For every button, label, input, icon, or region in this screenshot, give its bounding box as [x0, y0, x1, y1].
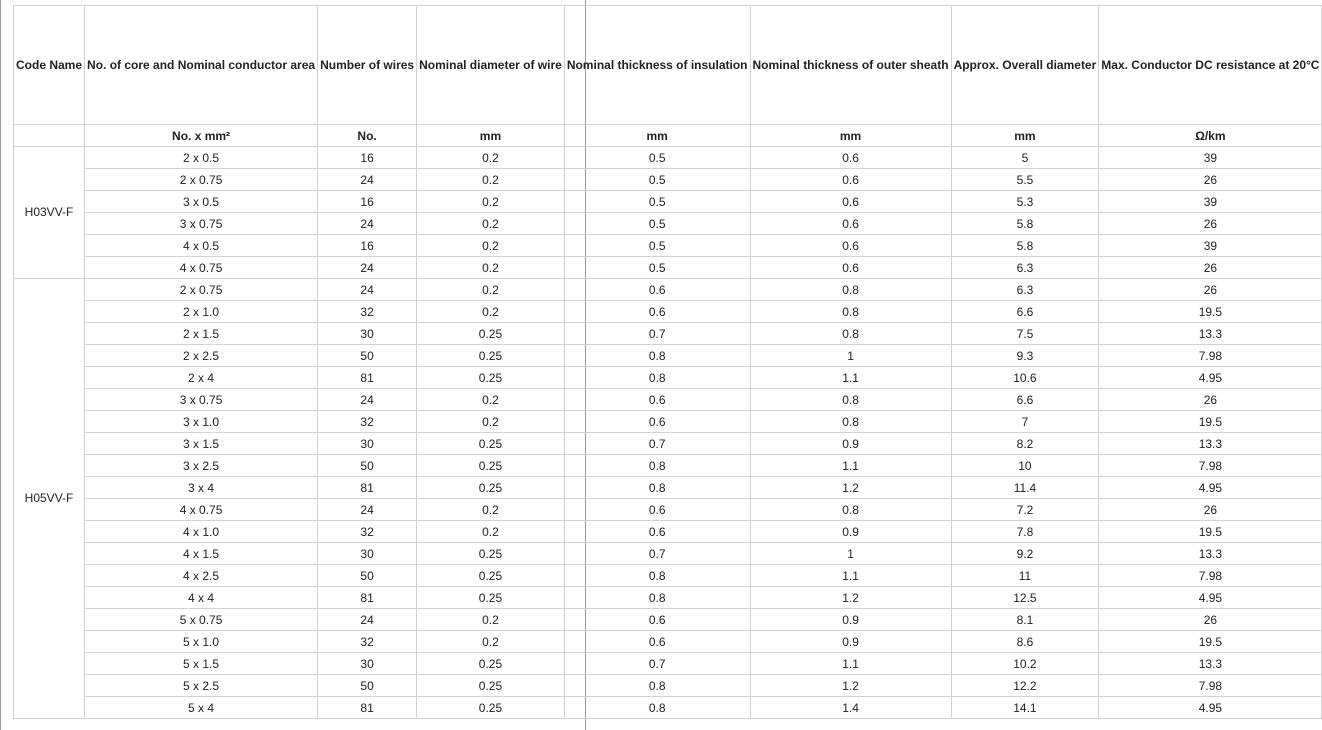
table-cell: 19.5	[1099, 631, 1322, 653]
table-row	[14, 587, 1322, 609]
code-name-cell: H03VV-F	[14, 147, 85, 279]
table-cell: 4 x 1.5	[85, 543, 318, 565]
table-cell: 0.5	[564, 191, 750, 213]
table-cell: 5.8	[951, 213, 1099, 235]
table-cell: 26	[1099, 257, 1322, 279]
table-cell: 4 x 4	[85, 587, 318, 609]
table-cell: 0.8	[564, 565, 750, 587]
table-row	[14, 455, 1322, 477]
table-cell: 0.8	[750, 389, 951, 411]
table-row	[14, 521, 1322, 543]
table-cell: 4 x 1.0	[85, 521, 318, 543]
table-cell: 4 x 0.75	[85, 499, 318, 521]
units-row	[14, 125, 1322, 147]
table-cell: 0.25	[417, 653, 565, 675]
table-cell: 7.8	[951, 521, 1099, 543]
table-cell: 5.8	[951, 235, 1099, 257]
table-cell: 0.2	[417, 169, 565, 191]
table-cell: 0.8	[750, 279, 951, 301]
table-cell: 0.2	[417, 631, 565, 653]
table-cell: 4 x 2.5	[85, 565, 318, 587]
table-cell: 0.25	[417, 323, 565, 345]
table-cell: 1.1	[750, 367, 951, 389]
table-cell: 0.8	[564, 367, 750, 389]
unit-cell: mm	[564, 125, 750, 147]
table-cell: 11.4	[951, 477, 1099, 499]
table-cell: 0.25	[417, 697, 565, 719]
table-row	[14, 147, 1322, 169]
unit-cell: No. x mm²	[85, 125, 318, 147]
header-row	[14, 6, 1322, 125]
table-cell: 0.9	[750, 521, 951, 543]
table-body	[14, 147, 1322, 719]
unit-cell: mm	[951, 125, 1099, 147]
table-row	[14, 367, 1322, 389]
unit-cell	[14, 125, 85, 147]
table-cell: 5 x 2.5	[85, 675, 318, 697]
table-cell: 4.95	[1099, 587, 1322, 609]
table-cell: 1.1	[750, 455, 951, 477]
table-cell: 0.2	[417, 213, 565, 235]
table-cell: 0.6	[564, 411, 750, 433]
table-cell: 5 x 0.75	[85, 609, 318, 631]
table-cell: 50	[318, 345, 417, 367]
table-cell: 0.25	[417, 455, 565, 477]
table-cell: 1.2	[750, 675, 951, 697]
table-row	[14, 675, 1322, 697]
table-row	[14, 169, 1322, 191]
table-cell: 0.2	[417, 499, 565, 521]
table-row	[14, 411, 1322, 433]
table-cell: 13.3	[1099, 543, 1322, 565]
table-row	[14, 257, 1322, 279]
table-cell: 0.25	[417, 587, 565, 609]
table-cell: 12.5	[951, 587, 1099, 609]
table-cell: 10	[951, 455, 1099, 477]
table-cell: 0.7	[564, 543, 750, 565]
table-cell: 5 x 1.5	[85, 653, 318, 675]
table-cell: 0.8	[564, 345, 750, 367]
table-cell: 39	[1099, 147, 1322, 169]
table-cell: 4.95	[1099, 367, 1322, 389]
table-cell: 0.7	[564, 653, 750, 675]
table-cell: 81	[318, 587, 417, 609]
table-cell: 1.2	[750, 587, 951, 609]
table-cell: 10.2	[951, 653, 1099, 675]
table-cell: 30	[318, 543, 417, 565]
table-row	[14, 653, 1322, 675]
table-cell: 0.6	[750, 169, 951, 191]
table-cell: 14.1	[951, 697, 1099, 719]
table-cell: 0.6	[750, 257, 951, 279]
table-cell: 9.3	[951, 345, 1099, 367]
table-cell: 19.5	[1099, 521, 1322, 543]
table-cell: 13.3	[1099, 433, 1322, 455]
unit-cell: mm	[417, 125, 565, 147]
table-cell: 5 x 1.0	[85, 631, 318, 653]
table-cell: 5.5	[951, 169, 1099, 191]
table-cell: 0.8	[564, 697, 750, 719]
table-cell: 7.98	[1099, 675, 1322, 697]
unit-cell: No.	[318, 125, 417, 147]
table-cell: 24	[318, 389, 417, 411]
table-cell: 0.5	[564, 257, 750, 279]
table-cell: 3 x 1.0	[85, 411, 318, 433]
table-cell: 8.1	[951, 609, 1099, 631]
table-cell: 26	[1099, 499, 1322, 521]
table-cell: 0.2	[417, 191, 565, 213]
table-row	[14, 697, 1322, 719]
table-cell: 7.98	[1099, 455, 1322, 477]
table-cell: 0.8	[564, 675, 750, 697]
table-cell: 0.2	[417, 279, 565, 301]
table-cell: 24	[318, 279, 417, 301]
table-cell: 0.9	[750, 631, 951, 653]
table-cell: 1.2	[750, 477, 951, 499]
table-cell: 16	[318, 147, 417, 169]
table-cell: 0.7	[564, 433, 750, 455]
table-cell: 1	[750, 543, 951, 565]
table-cell: 12.2	[951, 675, 1099, 697]
table-cell: 26	[1099, 279, 1322, 301]
table-row	[14, 323, 1322, 345]
table-cell: 50	[318, 675, 417, 697]
table-cell: 4 x 0.5	[85, 235, 318, 257]
table-cell: 0.2	[417, 301, 565, 323]
table-row	[14, 345, 1322, 367]
table-cell: 4 x 0.75	[85, 257, 318, 279]
table-row	[14, 433, 1322, 455]
table-row	[14, 389, 1322, 411]
table-cell: 50	[318, 455, 417, 477]
table-cell: 5	[951, 147, 1099, 169]
table-cell: 9.2	[951, 543, 1099, 565]
table-cell: 32	[318, 301, 417, 323]
table-row	[14, 477, 1322, 499]
table-cell: 13.3	[1099, 653, 1322, 675]
header-sheath-thickness: Nominal thickness of outer sheath	[750, 6, 951, 125]
table-header	[14, 6, 1322, 147]
table-cell: 32	[318, 411, 417, 433]
table-cell: 7.2	[951, 499, 1099, 521]
table-cell: 0.8	[750, 499, 951, 521]
header-code-name: Code Name	[14, 6, 85, 125]
table-cell: 6.6	[951, 301, 1099, 323]
table-cell: 5 x 4	[85, 697, 318, 719]
table-cell: 0.2	[417, 521, 565, 543]
table-cell: 0.6	[564, 609, 750, 631]
header-wire-diameter: Nominal diameter of wire	[417, 6, 565, 125]
table-cell: 0.2	[417, 411, 565, 433]
table-cell: 26	[1099, 389, 1322, 411]
table-cell: 3 x 0.75	[85, 389, 318, 411]
table-cell: 6.6	[951, 389, 1099, 411]
table-cell: 81	[318, 697, 417, 719]
table-cell: 7.98	[1099, 565, 1322, 587]
table-cell: 0.25	[417, 565, 565, 587]
table-cell: 10.6	[951, 367, 1099, 389]
table-cell: 8.2	[951, 433, 1099, 455]
table-cell: 30	[318, 433, 417, 455]
cable-spec-table	[13, 5, 1322, 719]
table-cell: 0.8	[564, 587, 750, 609]
table-cell: 0.8	[750, 301, 951, 323]
table-cell: 0.6	[750, 235, 951, 257]
table-cell: 0.25	[417, 345, 565, 367]
table-cell: 0.6	[564, 499, 750, 521]
table-cell: 26	[1099, 213, 1322, 235]
table-cell: 16	[318, 235, 417, 257]
table-cell: 0.6	[750, 213, 951, 235]
table-cell: 2 x 0.75	[85, 169, 318, 191]
table-cell: 32	[318, 631, 417, 653]
code-name-cell: H05VV-F	[14, 279, 85, 719]
table-row	[14, 301, 1322, 323]
table-cell: 11	[951, 565, 1099, 587]
header-overall-diameter: Approx. Overall diameter	[951, 6, 1099, 125]
table-cell: 30	[318, 653, 417, 675]
table-cell: 0.8	[564, 455, 750, 477]
table-cell: 26	[1099, 609, 1322, 631]
unit-cell: Ω/km	[1099, 125, 1322, 147]
table-cell: 7.98	[1099, 345, 1322, 367]
table-cell: 0.5	[564, 147, 750, 169]
table-cell: 0.6	[564, 301, 750, 323]
table-cell: 0.25	[417, 477, 565, 499]
table-row	[14, 235, 1322, 257]
table-cell: 3 x 2.5	[85, 455, 318, 477]
table-cell: 1	[750, 345, 951, 367]
table-cell: 8.6	[951, 631, 1099, 653]
table-cell: 0.2	[417, 147, 565, 169]
table-row	[14, 543, 1322, 565]
table-cell: 19.5	[1099, 301, 1322, 323]
table-cell: 26	[1099, 169, 1322, 191]
table-cell: 0.2	[417, 609, 565, 631]
table-cell: 2 x 1.5	[85, 323, 318, 345]
table-cell: 2 x 4	[85, 367, 318, 389]
table-cell: 0.6	[564, 279, 750, 301]
table-cell: 24	[318, 609, 417, 631]
table-cell: 24	[318, 169, 417, 191]
table-cell: 0.8	[564, 477, 750, 499]
table-cell: 39	[1099, 191, 1322, 213]
table-cell: 4.95	[1099, 697, 1322, 719]
table-cell: 0.6	[564, 631, 750, 653]
table-cell: 6.3	[951, 257, 1099, 279]
table-cell: 50	[318, 565, 417, 587]
table-cell: 1.1	[750, 565, 951, 587]
table-row	[14, 609, 1322, 631]
table-cell: 0.9	[750, 433, 951, 455]
table-cell: 0.2	[417, 389, 565, 411]
table-cell: 0.2	[417, 257, 565, 279]
table-cell: 0.25	[417, 675, 565, 697]
table-cell: 0.25	[417, 433, 565, 455]
table-cell: 24	[318, 257, 417, 279]
table-cell: 3 x 0.5	[85, 191, 318, 213]
header-insulation-thickness: Nominal thickness of insulation	[564, 6, 750, 125]
table-cell: 1.4	[750, 697, 951, 719]
table-cell: 2 x 0.75	[85, 279, 318, 301]
table-cell: 30	[318, 323, 417, 345]
table-cell: 81	[318, 477, 417, 499]
table-cell: 4.95	[1099, 477, 1322, 499]
table-cell: 1.1	[750, 653, 951, 675]
table-cell: 0.7	[564, 323, 750, 345]
table-row	[14, 631, 1322, 653]
table-cell: 0.6	[750, 191, 951, 213]
table-cell: 0.5	[564, 169, 750, 191]
table-cell: 3 x 1.5	[85, 433, 318, 455]
table-cell: 3 x 4	[85, 477, 318, 499]
table-cell: 3 x 0.75	[85, 213, 318, 235]
table-cell: 0.6	[564, 389, 750, 411]
table-cell: 32	[318, 521, 417, 543]
table-cell: 0.5	[564, 235, 750, 257]
table-row	[14, 279, 1322, 301]
table-cell: 24	[318, 213, 417, 235]
table-cell: 0.25	[417, 367, 565, 389]
table-row	[14, 191, 1322, 213]
table-cell: 0.6	[750, 147, 951, 169]
table-cell: 19.5	[1099, 411, 1322, 433]
header-core-area: No. of core and Nominal conductor area	[85, 6, 318, 125]
table-cell: 81	[318, 367, 417, 389]
header-number-of-wires: Number of wires	[318, 6, 417, 125]
table-cell: 16	[318, 191, 417, 213]
table-cell: 24	[318, 499, 417, 521]
table-cell: 2 x 1.0	[85, 301, 318, 323]
table-row	[14, 213, 1322, 235]
table-cell: 0.8	[750, 411, 951, 433]
table-cell: 2 x 0.5	[85, 147, 318, 169]
table-cell: 39	[1099, 235, 1322, 257]
header-dc-resistance: Max. Conductor DC resistance at 20°C	[1099, 6, 1322, 125]
table-cell: 2 x 2.5	[85, 345, 318, 367]
table-cell: 7	[951, 411, 1099, 433]
unit-cell: mm	[750, 125, 951, 147]
table-cell: 0.6	[564, 521, 750, 543]
table-cell: 0.2	[417, 235, 565, 257]
table-cell: 0.25	[417, 543, 565, 565]
table-cell: 13.3	[1099, 323, 1322, 345]
table-cell: 6.3	[951, 279, 1099, 301]
table-cell: 5.3	[951, 191, 1099, 213]
table-cell: 0.8	[750, 323, 951, 345]
table-cell: 7.5	[951, 323, 1099, 345]
table-row	[14, 499, 1322, 521]
table-cell: 0.9	[750, 609, 951, 631]
table-cell: 0.5	[564, 213, 750, 235]
table-row	[14, 565, 1322, 587]
